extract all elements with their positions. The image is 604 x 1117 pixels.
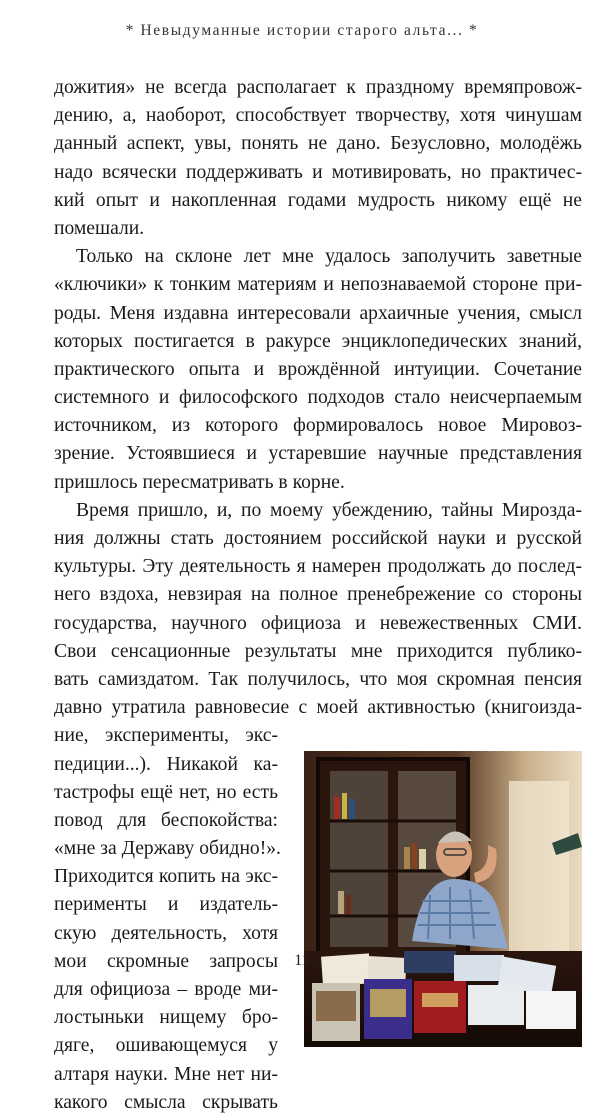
text-line: Приходится копить на экс- xyxy=(54,866,278,888)
text-line: которых постигается в ракурсе энциклопедических знаний, xyxy=(54,330,582,352)
text-line: него вздоха, невзирая на полное пренебрежение со стороны xyxy=(54,584,582,606)
text-line: практического опыта и врождённой интуиции. Сочетание xyxy=(54,358,582,380)
running-head: * Невыдуманные истории старого альта... * xyxy=(125,22,479,39)
text-line: государства, научного официоза и невежественных СМИ. xyxy=(54,612,582,634)
paragraph-2 xyxy=(54,243,582,497)
author-photo xyxy=(304,751,582,1047)
text-line: мои скромные запросы xyxy=(54,950,278,972)
author-at-desk-with-books-photo-icon xyxy=(304,751,582,1047)
text-line: дожития» не всегда располагает к праздному времяпровож- xyxy=(54,77,582,98)
text-line: надо всячески поддерживать и мотивировать, но практичес- xyxy=(54,161,582,183)
text-line: системного и философского подходов стало неисчерпаемым xyxy=(54,387,582,409)
text-line: роды. Меня издавна интересовали архаичные учения, смысл xyxy=(54,302,582,324)
text-line: «ключики» к тонким материям и непознаваемой стороне при- xyxy=(54,274,582,296)
text-line: «мне за Державу обидно!». xyxy=(54,838,281,860)
text-line: помешали. xyxy=(54,217,145,239)
text-line: кий опыт и накопленная годами мудрость никому ещё не xyxy=(54,189,582,211)
text-line: ние, эксперименты, экс- xyxy=(54,725,278,747)
text-line: тастрофы ещё нет, но есть xyxy=(54,781,278,803)
text-line: дяге, ошивающемуся у xyxy=(54,1035,278,1057)
text-line: перименты и издатель- xyxy=(54,894,278,916)
paragraph-1 xyxy=(54,74,582,243)
text-line: лостыньки нищему бро- xyxy=(54,1007,278,1029)
text-line: вать самиздатом. Так получилось, что моя скромная пенсия xyxy=(54,668,582,690)
text-line: давно утратила равновесие с моей активностью (книгоизда- xyxy=(54,697,582,719)
text-line: какого смысла скрывать xyxy=(54,1091,278,1113)
paragraph-3 xyxy=(54,497,582,751)
text-line: для официоза – вроде ми- xyxy=(54,979,278,1000)
text-line: повод для беспокойства: xyxy=(54,809,278,831)
text-line: культуры. Эту деятельность я намерен продолжать до послед- xyxy=(54,556,582,578)
text-line: Только на склоне лет мне удалось заполучить заветные xyxy=(76,246,582,268)
text-line: Свои сенсационные результаты мне приходится публико- xyxy=(54,640,582,662)
text-line: дению, а, наоборот, способствует творчеству, хотя чинушам xyxy=(54,105,582,127)
text-line: ния должны стать достоянием российской науки и русской xyxy=(54,528,582,549)
text-line: источником, из которого формировалось новое Мировоз- xyxy=(54,415,582,437)
text-line: алтаря науки. Мне нет ни- xyxy=(54,1063,278,1085)
text-line: Время пришло, и, по моему убеждению, тайны Мирозда- xyxy=(76,499,582,521)
page-number: 11 xyxy=(294,952,310,969)
text-line: данный аспект, увы, понять не дано. Безусловно, молодёжь xyxy=(54,133,582,155)
text-line: педиции...). Никакой ка- xyxy=(54,753,278,775)
photo-wrap-block xyxy=(54,751,582,1117)
text-line: скую деятельность, хотя xyxy=(54,922,278,944)
text-line: пришлось пересматривать в корне. xyxy=(54,471,345,493)
text-line: зрение. Устоявшиеся и устаревшие научные представления xyxy=(54,443,582,465)
